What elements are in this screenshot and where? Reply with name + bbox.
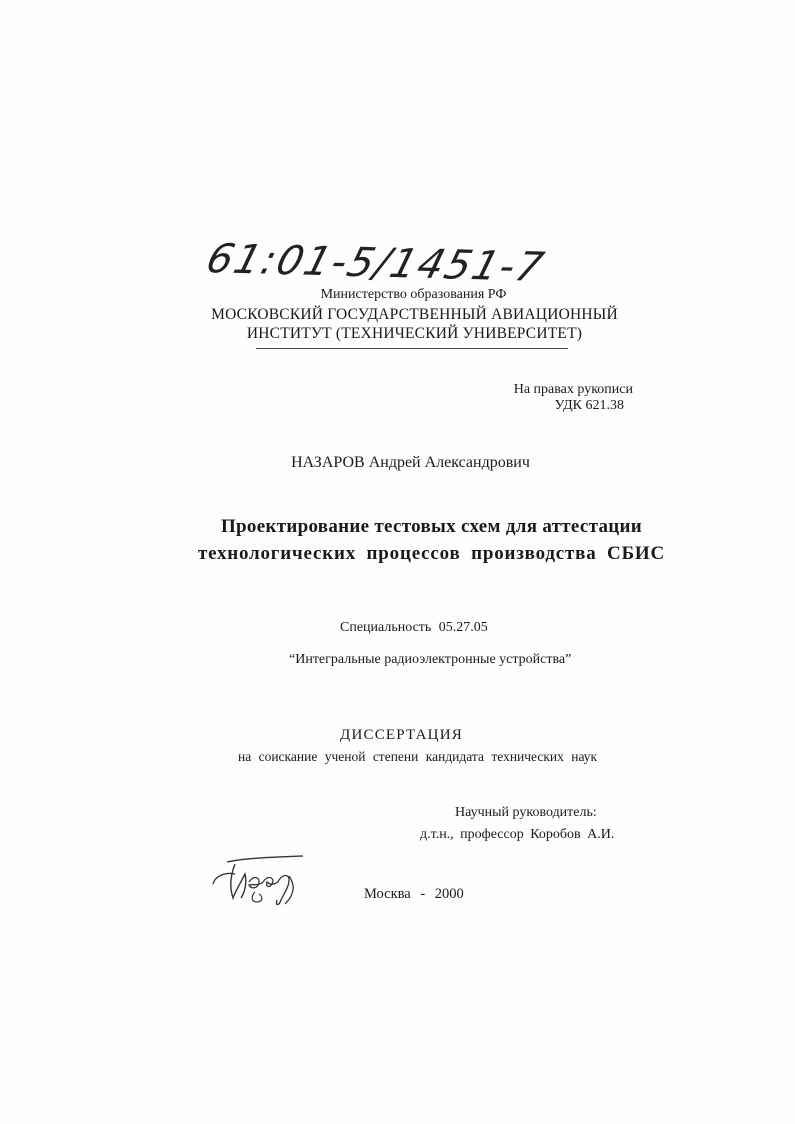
supervisor-label: Научный руководитель: xyxy=(455,805,597,820)
institute-name-line2: ИНСТИТУТ (ТЕХНИЧЕСКИЙ УНИВЕРСИТЕТ) xyxy=(246,325,583,342)
specialty-name: “Интегральные радиоэлектронные устройства” xyxy=(289,652,572,667)
supervisor-name: д.т.н., профессор Коробов А.И. xyxy=(420,827,615,842)
thesis-title-line2: технологических процессов производства СБИС xyxy=(197,543,666,564)
thesis-title-line1: Проектирование тестовых схем для аттестации xyxy=(220,516,643,537)
signature-icon xyxy=(205,852,315,910)
specialty-code: Специальность 05.27.05 xyxy=(340,620,488,635)
document-type: ДИССЕРТАЦИЯ xyxy=(340,727,463,743)
ministry-name: Министерство образования РФ xyxy=(320,287,507,302)
author-name: НАЗАРОВ Андрей Александрович xyxy=(291,454,530,471)
header-divider xyxy=(256,348,568,349)
institute-name-line1: МОСКОВСКИЙ ГОСУДАРСТВЕННЫЙ АВИАЦИОННЫЙ xyxy=(211,306,618,323)
rights-notice: На правах рукописи xyxy=(513,382,633,397)
archive-mark: 61:01-5/1451-7 xyxy=(201,236,550,291)
udk-code: УДК 621.38 xyxy=(554,398,624,413)
city-year: Москва - 2000 xyxy=(364,886,464,902)
degree-line: на соискание ученой степени кандидата технических наук xyxy=(238,749,598,764)
